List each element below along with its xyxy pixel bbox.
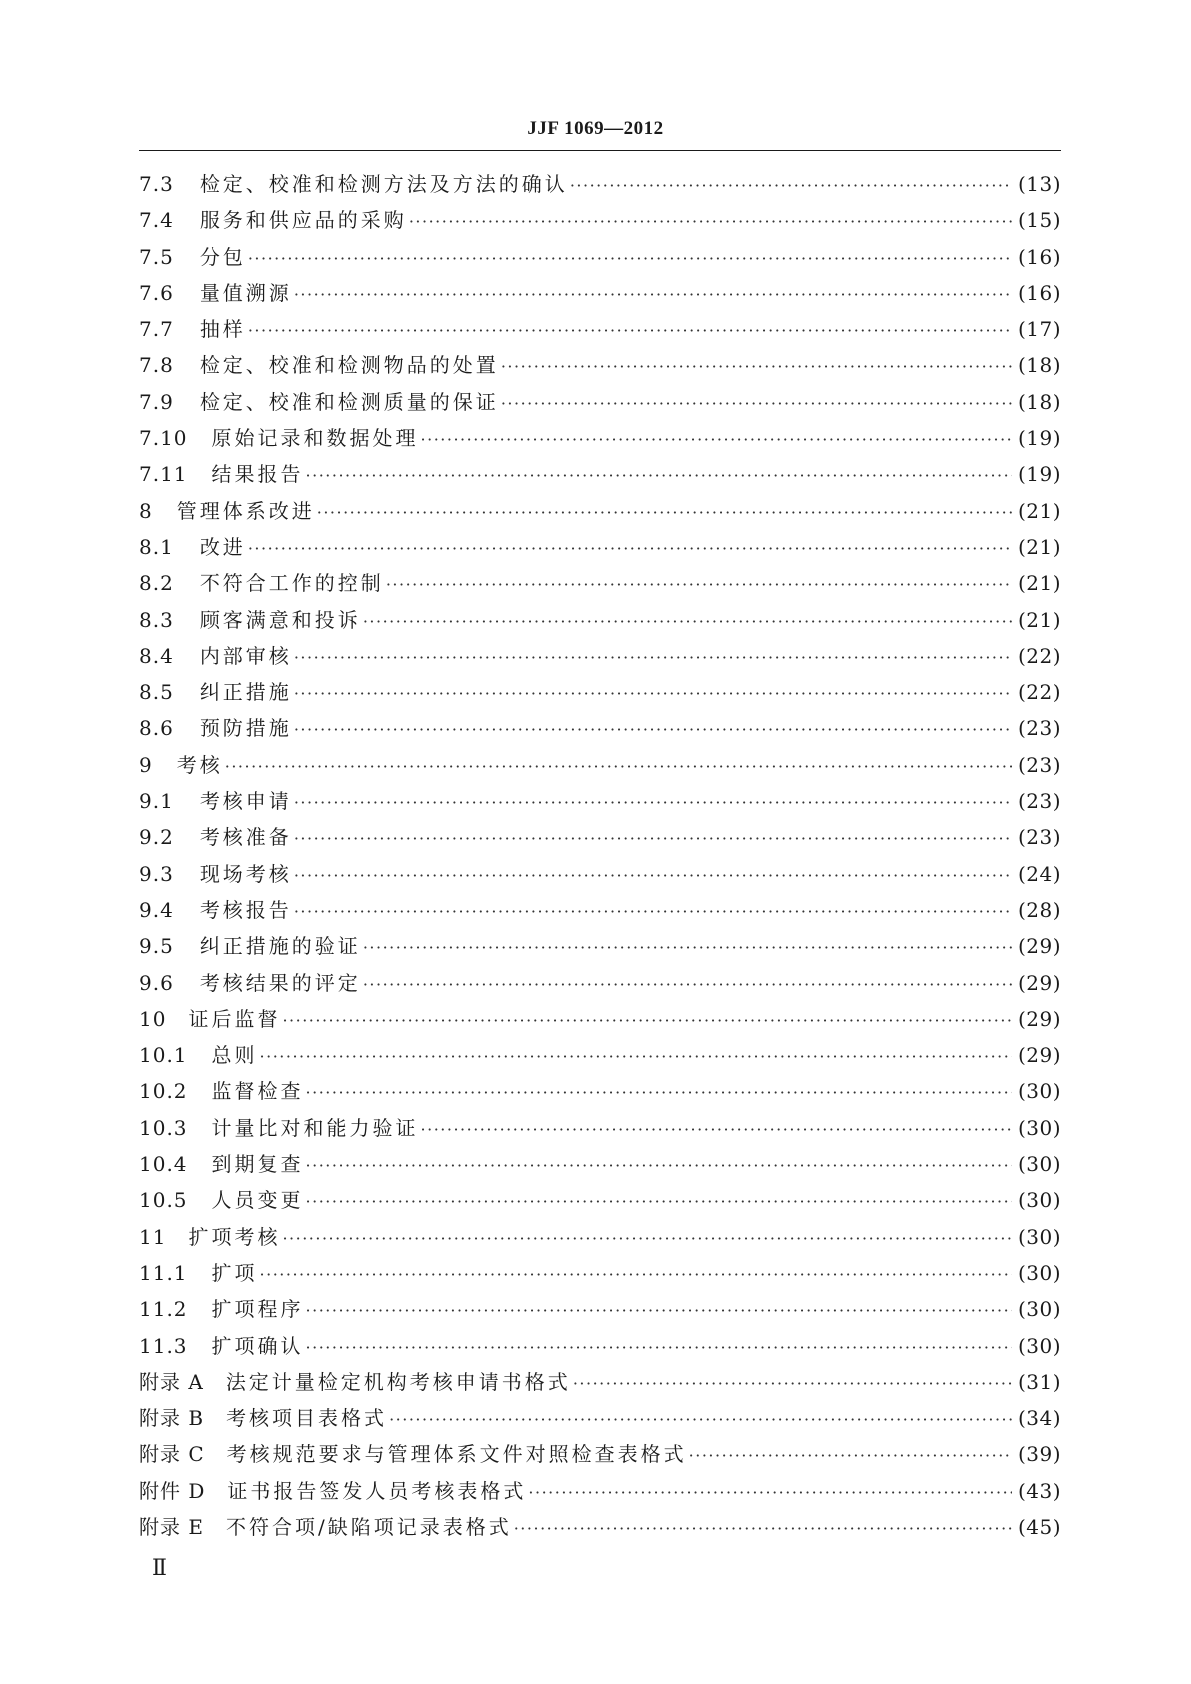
toc-leader-dots bbox=[389, 1410, 1012, 1429]
toc-leader-dots bbox=[260, 1265, 1012, 1284]
toc-entry-number: 7.7 bbox=[139, 317, 174, 342]
toc-entry-page: (29) bbox=[1017, 1043, 1061, 1068]
toc-entry-title: 管理体系改进 bbox=[176, 498, 315, 523]
toc-entry-page: (22) bbox=[1017, 680, 1061, 705]
toc-entry[interactable] bbox=[139, 1257, 1061, 1293]
toc-entry[interactable] bbox=[139, 640, 1061, 676]
toc-entry-title: 不符合项/缺陷项记录表格式 bbox=[225, 1514, 512, 1539]
toc-entry-title: 到期复查 bbox=[211, 1152, 304, 1177]
toc-entry-page: (29) bbox=[1017, 1006, 1061, 1031]
toc-leader-dots bbox=[294, 829, 1012, 848]
toc-entry[interactable] bbox=[139, 821, 1061, 857]
toc-entry[interactable] bbox=[139, 567, 1061, 603]
toc-entry-page: (39) bbox=[1017, 1442, 1061, 1467]
toc-entry-title: 量值溯源 bbox=[199, 280, 292, 305]
toc-entry[interactable] bbox=[139, 1293, 1061, 1329]
toc-leader-dots bbox=[421, 430, 1012, 449]
toc-leader-dots bbox=[528, 1483, 1012, 1502]
toc-leader-dots bbox=[317, 503, 1012, 522]
toc-entry-page: (21) bbox=[1017, 534, 1061, 559]
toc-entry-title: 抽样 bbox=[199, 317, 246, 342]
toc-entry-title: 纠正措施 bbox=[199, 680, 292, 705]
toc-entry-number: 7.4 bbox=[139, 208, 174, 233]
toc-entry-page: (19) bbox=[1017, 462, 1061, 487]
toc-entry[interactable] bbox=[139, 422, 1061, 458]
toc-entry-title: 服务和供应品的采购 bbox=[199, 208, 407, 233]
toc-entry-number: 10 bbox=[139, 1006, 167, 1031]
toc-entry[interactable] bbox=[139, 1221, 1061, 1257]
toc-leader-dots bbox=[260, 1047, 1012, 1066]
toc-entry-number: 7.3 bbox=[139, 172, 174, 196]
toc-leader-dots bbox=[409, 212, 1012, 231]
toc-entry[interactable] bbox=[139, 785, 1061, 821]
toc-leader-dots bbox=[363, 938, 1012, 957]
toc-entry-page: (45) bbox=[1017, 1514, 1061, 1539]
toc-leader-dots bbox=[294, 285, 1012, 304]
toc-entry-title: 现场考核 bbox=[199, 861, 292, 886]
toc-entry-number: 8.1 bbox=[139, 534, 174, 559]
header-divider bbox=[139, 150, 1061, 151]
page-number: Ⅱ bbox=[152, 1556, 167, 1581]
toc-entry[interactable] bbox=[139, 712, 1061, 748]
toc-entry-page: (23) bbox=[1017, 825, 1061, 850]
toc-entry[interactable] bbox=[139, 1003, 1061, 1039]
toc-entry[interactable] bbox=[139, 749, 1061, 785]
toc-entry-number: 7.10 bbox=[139, 426, 188, 451]
toc-leader-dots bbox=[306, 1192, 1012, 1211]
toc-entry[interactable] bbox=[139, 894, 1061, 930]
toc-entry[interactable] bbox=[139, 386, 1061, 422]
toc-entry-number: 7.5 bbox=[139, 244, 174, 269]
toc-entry-page: (30) bbox=[1017, 1188, 1061, 1213]
toc-entry-title: 原始记录和数据处理 bbox=[211, 426, 419, 451]
toc-leader-dots bbox=[386, 575, 1012, 594]
toc-entry-title: 内部审核 bbox=[199, 643, 292, 668]
toc-entry-page: (23) bbox=[1017, 716, 1061, 741]
toc-entry-title: 总则 bbox=[211, 1043, 258, 1068]
toc-leader-dots bbox=[248, 321, 1012, 340]
toc-leader-dots bbox=[294, 720, 1012, 739]
toc-entry-number: 10.5 bbox=[139, 1188, 188, 1213]
toc-leader-dots bbox=[294, 866, 1012, 885]
toc-leader-dots bbox=[306, 1083, 1012, 1102]
toc-entry-number: 9.3 bbox=[139, 861, 174, 886]
toc-entry-number: 11.2 bbox=[139, 1297, 188, 1322]
toc-entry-title: 证后监督 bbox=[188, 1006, 281, 1031]
toc-entry-number: 9.1 bbox=[139, 789, 174, 814]
toc-entry-page: (18) bbox=[1017, 353, 1061, 378]
toc-entry-title: 检定、校准和检测方法及方法的确认 bbox=[199, 172, 568, 196]
toc-entry-page: (22) bbox=[1017, 643, 1061, 668]
toc-entry-title: 分包 bbox=[199, 244, 246, 269]
toc-entry-title: 改进 bbox=[199, 534, 246, 559]
toc-entry-number: 10.4 bbox=[139, 1152, 188, 1177]
toc-entry-title: 考核结果的评定 bbox=[199, 970, 361, 995]
table-of-contents bbox=[139, 168, 1061, 1547]
toc-leader-dots bbox=[248, 249, 1012, 268]
toc-leader-dots bbox=[306, 1301, 1012, 1320]
toc-leader-dots bbox=[282, 1011, 1011, 1030]
toc-entry-number: 8.3 bbox=[139, 607, 174, 632]
toc-entry-number: 9.4 bbox=[139, 897, 174, 922]
toc-entry[interactable] bbox=[139, 349, 1061, 385]
toc-entry[interactable] bbox=[139, 1511, 1061, 1547]
toc-entry-page: (19) bbox=[1017, 426, 1061, 451]
document-header-title: JJF 1069—2012 bbox=[527, 118, 664, 139]
toc-leader-dots bbox=[294, 684, 1012, 703]
toc-entry-number: 7.8 bbox=[139, 353, 174, 378]
toc-entry-page: (24) bbox=[1017, 861, 1061, 886]
toc-entry[interactable] bbox=[139, 930, 1061, 966]
toc-entry-page: (17) bbox=[1017, 317, 1061, 342]
toc-entry-page: (30) bbox=[1017, 1115, 1061, 1140]
toc-leader-dots bbox=[363, 975, 1012, 994]
toc-entry-title: 考核规范要求与管理体系文件对照检查表格式 bbox=[226, 1442, 687, 1467]
toc-entry-page: (21) bbox=[1017, 498, 1061, 523]
toc-entry[interactable] bbox=[139, 1402, 1061, 1438]
toc-entry[interactable] bbox=[139, 858, 1061, 894]
toc-entry-page: (18) bbox=[1017, 389, 1061, 414]
toc-entry[interactable] bbox=[139, 1184, 1061, 1220]
toc-entry-title: 扩项确认 bbox=[211, 1333, 304, 1358]
toc-entry-number: 附录 B bbox=[139, 1406, 205, 1431]
toc-entry-title: 预防措施 bbox=[199, 716, 292, 741]
toc-entry[interactable] bbox=[139, 495, 1061, 531]
toc-leader-dots bbox=[306, 466, 1012, 485]
toc-entry-title: 结果报告 bbox=[211, 462, 304, 487]
toc-entry-page: (23) bbox=[1017, 789, 1061, 814]
toc-leader-dots bbox=[294, 902, 1012, 921]
toc-entry-number: 7.9 bbox=[139, 389, 174, 414]
toc-entry[interactable] bbox=[139, 277, 1061, 313]
toc-entry-page: (30) bbox=[1017, 1333, 1061, 1358]
toc-entry-page: (43) bbox=[1017, 1478, 1061, 1503]
toc-entry-title: 监督检查 bbox=[211, 1079, 304, 1104]
toc-entry-number: 11.1 bbox=[139, 1260, 188, 1285]
toc-entry[interactable] bbox=[139, 168, 1061, 204]
toc-entry-number: 10.3 bbox=[139, 1115, 188, 1140]
toc-entry-title: 检定、校准和检测质量的保证 bbox=[199, 389, 499, 414]
toc-entry-number: 附件 D bbox=[139, 1478, 206, 1503]
toc-entry-number: 9.2 bbox=[139, 825, 174, 850]
toc-entry[interactable] bbox=[139, 1438, 1061, 1474]
toc-entry-page: (30) bbox=[1017, 1079, 1061, 1104]
toc-entry[interactable] bbox=[139, 1330, 1061, 1366]
toc-entry-number: 9 bbox=[139, 752, 153, 777]
toc-leader-dots bbox=[363, 612, 1012, 631]
toc-entry[interactable] bbox=[139, 1475, 1061, 1511]
toc-leader-dots bbox=[514, 1519, 1012, 1538]
toc-leader-dots bbox=[248, 539, 1012, 558]
toc-entry[interactable] bbox=[139, 1366, 1061, 1402]
toc-entry-page: (13) bbox=[1017, 172, 1061, 196]
toc-entry-title: 考核项目表格式 bbox=[226, 1406, 388, 1431]
toc-entry[interactable] bbox=[139, 604, 1061, 640]
toc-entry-number: 7.6 bbox=[139, 280, 174, 305]
toc-entry-number: 附录 A bbox=[139, 1369, 204, 1394]
toc-entry-number: 7.11 bbox=[139, 462, 188, 487]
toc-entry[interactable] bbox=[139, 313, 1061, 349]
toc-entry-number: 附录 E bbox=[139, 1514, 204, 1539]
toc-leader-dots bbox=[421, 1120, 1012, 1139]
toc-entry-number: 11 bbox=[139, 1224, 167, 1249]
toc-entry[interactable] bbox=[139, 1112, 1061, 1148]
toc-entry-page: (30) bbox=[1017, 1297, 1061, 1322]
toc-entry[interactable] bbox=[139, 204, 1061, 240]
toc-entry-page: (31) bbox=[1017, 1369, 1061, 1394]
toc-leader-dots bbox=[306, 1156, 1012, 1175]
toc-entry[interactable] bbox=[139, 241, 1061, 277]
toc-entry-page: (30) bbox=[1017, 1152, 1061, 1177]
toc-entry-page: (23) bbox=[1017, 752, 1061, 777]
toc-entry-number: 8.6 bbox=[139, 716, 174, 741]
toc-entry[interactable] bbox=[139, 676, 1061, 712]
toc-entry-number: 9.6 bbox=[139, 970, 174, 995]
toc-leader-dots bbox=[501, 394, 1012, 413]
toc-entry-title: 证书报告签发人员考核表格式 bbox=[227, 1478, 527, 1503]
toc-leader-dots bbox=[294, 648, 1012, 667]
toc-leader-dots bbox=[306, 1338, 1012, 1357]
toc-leader-dots bbox=[501, 357, 1012, 376]
toc-entry-page: (21) bbox=[1017, 571, 1061, 596]
toc-entry-title: 扩项程序 bbox=[211, 1297, 304, 1322]
toc-entry[interactable] bbox=[139, 1039, 1061, 1075]
toc-entry-page: (16) bbox=[1017, 244, 1061, 269]
toc-entry-title: 扩项考核 bbox=[188, 1224, 281, 1249]
toc-entry-title: 人员变更 bbox=[211, 1188, 304, 1213]
toc-leader-dots bbox=[689, 1446, 1012, 1465]
toc-leader-dots bbox=[294, 793, 1012, 812]
toc-entry[interactable] bbox=[139, 531, 1061, 567]
toc-entry-page: (28) bbox=[1017, 897, 1061, 922]
toc-entry-page: (29) bbox=[1017, 934, 1061, 959]
toc-entry-page: (29) bbox=[1017, 970, 1061, 995]
toc-entry-page: (30) bbox=[1017, 1260, 1061, 1285]
toc-entry-title: 考核 bbox=[176, 752, 223, 777]
toc-entry-page: (15) bbox=[1017, 208, 1061, 233]
toc-entry-page: (30) bbox=[1017, 1224, 1061, 1249]
toc-leader-dots bbox=[570, 176, 1012, 195]
toc-entry[interactable] bbox=[139, 967, 1061, 1003]
toc-entry-page: (21) bbox=[1017, 607, 1061, 632]
toc-entry-title: 扩项 bbox=[211, 1260, 258, 1285]
toc-entry-title: 考核报告 bbox=[199, 897, 292, 922]
toc-leader-dots bbox=[573, 1374, 1012, 1393]
toc-entry-title: 纠正措施的验证 bbox=[199, 934, 361, 959]
toc-entry-title: 计量比对和能力验证 bbox=[211, 1115, 419, 1140]
toc-entry-page: (16) bbox=[1017, 280, 1061, 305]
toc-entry[interactable] bbox=[139, 1148, 1061, 1184]
toc-entry-page: (34) bbox=[1017, 1406, 1061, 1431]
toc-entry-title: 顾客满意和投诉 bbox=[199, 607, 361, 632]
toc-entry[interactable] bbox=[139, 458, 1061, 494]
toc-entry-number: 9.5 bbox=[139, 934, 174, 959]
toc-entry-number: 8.5 bbox=[139, 680, 174, 705]
toc-leader-dots bbox=[282, 1229, 1011, 1248]
toc-entry-title: 考核申请 bbox=[199, 789, 292, 814]
toc-entry-title: 法定计量检定机构考核申请书格式 bbox=[225, 1369, 571, 1394]
toc-entry-number: 8.4 bbox=[139, 643, 174, 668]
toc-entry-title: 考核准备 bbox=[199, 825, 292, 850]
toc-entry-number: 10.1 bbox=[139, 1043, 188, 1068]
toc-entry-number: 8.2 bbox=[139, 571, 174, 596]
toc-entry[interactable] bbox=[139, 1075, 1061, 1111]
toc-entry-number: 11.3 bbox=[139, 1333, 188, 1358]
toc-entry-title: 不符合工作的控制 bbox=[199, 571, 384, 596]
toc-entry-number: 8 bbox=[139, 498, 153, 523]
toc-entry-title: 检定、校准和检测物品的处置 bbox=[199, 353, 499, 378]
toc-entry-number: 附录 C bbox=[139, 1442, 205, 1467]
toc-entry-number: 10.2 bbox=[139, 1079, 188, 1104]
toc-leader-dots bbox=[225, 757, 1012, 776]
